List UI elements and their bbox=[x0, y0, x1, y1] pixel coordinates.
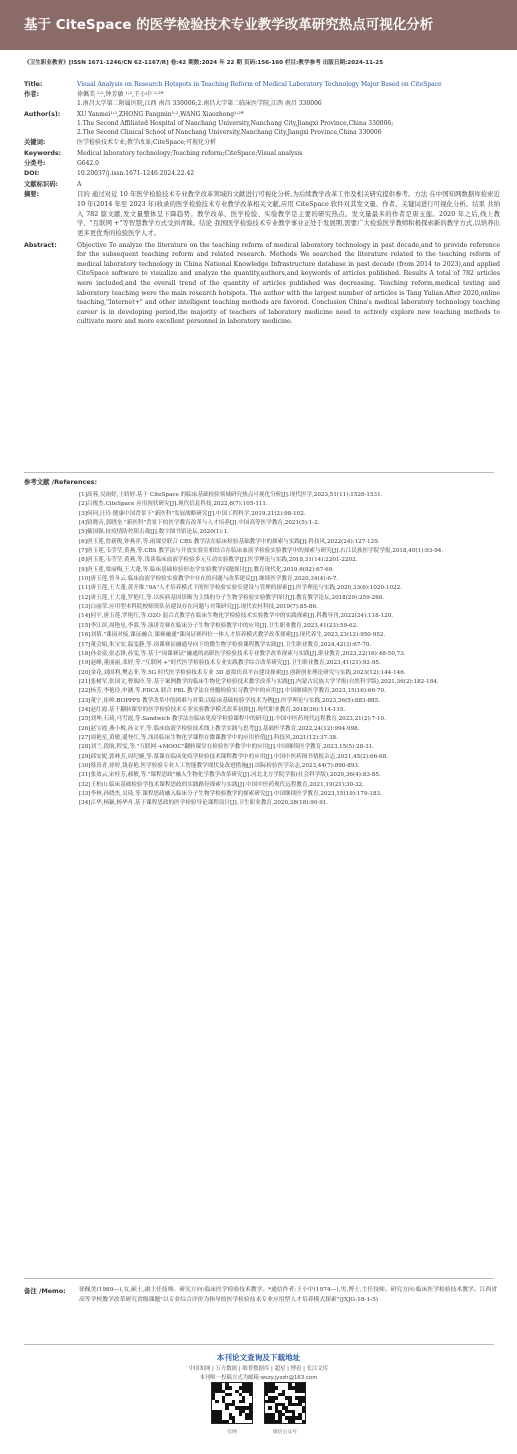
qr-code-website[interactable] bbox=[211, 1382, 253, 1424]
english-title[interactable]: Visual Analysis on Research Hotspots in Teaching Reform of Medical Laboratory Technology Major Based on CiteSpace bbox=[77, 81, 442, 88]
reference-item: [3]何珂,汪玲.健康中国背景下"新医科"发展战略研究[J].中国工程科学,2019,21(2):98-102. bbox=[79, 510, 306, 517]
abstract-cn-row bbox=[24, 190, 500, 239]
doi-label: DOI: bbox=[24, 170, 40, 178]
keywords-en-row bbox=[24, 149, 500, 158]
reference-item: [31]张效云,宋桂芳,郝敏,等."课程思政"融入生物化学教学改革研究[J].河北北方学院学报(社会科学版),2020,36(4):83-85. bbox=[79, 772, 381, 779]
reference-item: [17]董会娟,朱宝安,温雯静,等.岗课赛证融通导向下的微生物学检验课程教学实践[J].卫生职业教育,2024,42(3):67-70. bbox=[79, 641, 372, 648]
authors-en: XU Yanmei¹˒²,ZHONG Fangmin¹˒²,WANG Xiaozhong¹˒²* bbox=[77, 110, 244, 118]
reference-item: [1]高蓉,吴雨婷,王娇婷.基于 CiteSpace 的临床基础检验领域研究热点可视化分析[J].现代医学,2023,51(11):1526-1531. bbox=[79, 492, 383, 498]
qr-module bbox=[302, 1390, 305, 1393]
qr-module bbox=[275, 1386, 278, 1389]
title-row bbox=[24, 80, 500, 89]
references-list bbox=[79, 491, 497, 809]
reference-item: [12]唐玉莲,王大蓬,罗艳红,等.以疾病基因诊断为主线的分子生物学检验实验教学探讨[J].教育教学论坛,2018(29):259-260. bbox=[79, 594, 385, 601]
classification-label: 分类号: bbox=[24, 159, 46, 167]
qr-module bbox=[242, 1400, 245, 1403]
reference-item: [30]蔡真青,徐婷,钱春艳.医学检验专业人工智能教学现状及改进措施[J].国际检验医学杂志,2023,44(7):890-893. bbox=[79, 762, 360, 769]
qr-module bbox=[292, 1420, 295, 1423]
reference-item: [19]赵峰,董丽丽,邓婷,等."互联网 +"时代医学检验技术专业实践教学综合改革研究[J].卫生职业教育,2023,41(21):92-95. bbox=[79, 660, 381, 667]
affiliation-en-1: 1.The Second Affiliated Hospital of Nanchang University,Nanchang City,Jiangxi Province,China 330006; bbox=[77, 119, 394, 127]
authors-label: 作者: bbox=[24, 91, 40, 99]
reference-item: [13]白丽荣.应用型本科院校师资队伍建设存在问题与对策研究[J].现代农村科技,2019(7):85-86. bbox=[79, 604, 318, 611]
reference-item: [27]周艳星,黄敏,遥登红,等.浅谈临床生物化学课程在微课教学中的应用价值[J].科技风,2021(12):37-38. bbox=[79, 734, 338, 741]
footer-contact: 本刊唯一投稿方式为邮箱:wszy.jyzzh@163.com bbox=[199, 1375, 318, 1381]
keywords-cn-row bbox=[24, 138, 500, 147]
qr-module bbox=[229, 1393, 232, 1396]
qr-module bbox=[249, 1393, 252, 1396]
article-title: 基于 CiteSpace 的医学检验技术专业教学改革研究热点可视化分析 bbox=[0, 0, 517, 50]
qr-module bbox=[278, 1420, 281, 1423]
reference-item: [15]李江滨,周艳星,李慕,等.演讲竞赛在临床分子生物学检验教学中的应用[J].卫生职业教育,2023,41(23):59-62. bbox=[79, 622, 358, 629]
doi-row bbox=[24, 169, 500, 178]
qr-module bbox=[232, 1420, 235, 1423]
qr-caption-wechat: 微信公众号 bbox=[273, 1430, 297, 1435]
reference-item: [7]唐玉莲,韦莹莹,黄燕,等.CBS 教学法与开放实验室相结合在临床血液学检验实验教学中的探索与研究[J].右江民族医学院学报,2018,40(1):93-94. bbox=[79, 548, 444, 555]
bibliographic-info: 《卫生职业教育》[ISSN 1671-1246/CN 62-1167/R] 卷:42 期数:2024 年 22 期 页码:156-160 栏目:教学参考 出版日期:2024-11-25 bbox=[24, 60, 384, 66]
abstract-en: Objective To analyze the literature on the teaching reform of medical laboratory technology in past decade,and to provide reference for the subsequent teaching reform and related research. Methods We searched the literature related to the teaching reform of medical laboratory technology in China National Knowledge Infrastructure database in past decade (from 2014 to 2023),and applied CiteSpace software to visualize and analyze the quantity,authors,and keywords of articles published. Results A total of 782 articles were included,and the overall trend of the quantity of articles published was decreasing. Teaching reform,medical testing and laboratory teaching were the main research hotspots. The author with the largest number of articles is Tang Yulian.After 2020,online teaching,"Internet+" and other intelligent teaching methods are favored. Conclusion China's medical laboratory technology teaching career is in developing period,the majority of teachers of laboratory medicine need to actively explore new teaching methods to cultivate more and more excellent personnel in laboratory medicine. bbox=[77, 241, 500, 326]
reference-item: [29]邱安妮,郭林芳,周纪婉,等.慕课在临床免疫学检验技术课程教学中的应用[J].中国中医药图书情报杂志,2021,45(2):66-68. bbox=[79, 753, 388, 760]
doi-value[interactable]: 10.20037/j.issn.1671-1246.2024.22.42 bbox=[77, 170, 195, 178]
divider bbox=[24, 1344, 494, 1345]
qr-module bbox=[272, 1390, 275, 1393]
qr-module bbox=[249, 1416, 252, 1419]
reference-item: [32]王柏山.临床基础检验学技术课程思政的实践路径探索与实践[J].中国中医药现代远程教育,2021,19(21):30-32. bbox=[79, 781, 364, 788]
reference-item: [16]刘倩."课岗对接,课证融合,课赛融通"课岗证赛四位一体人才培养模式教学改革探索[J].现代养生,2023,23(12):950-952. bbox=[79, 632, 386, 639]
abstract-cn: 目的 通过对近 10 年医学检验技术专业教学改革领域的文献进行可视化分析,为后续教学改革工作及相关研究提供参考。方法 在中国知网数据库检索近 10 年(2014 年至 2023 年)收录的医学检验技术专业教学改革相关文献,应用 CiteSpace 软件对其发文量、作者、关键词进行可视化分析。结果 共纳入 782 篇文献,发文量整体呈下降趋势。教学改革、医学检验、实验教学是主要的研究热点。发文量最多的作者是唐玉莲。2020 年之后,线上教学、"互联网 +"等智慧教学方式受到青睐。结论 我国医学检验技术专业教学事业正处于发展期,需要广大检验医学教师积极探索新的教学方式,以培养出更多更优秀的检验医学人才。 bbox=[77, 190, 500, 237]
reference-item: [22]杨芳,李艳玲,申涵,等.PDCA 联合 PBL 教学法在骨髓检验实习教学中的应用[J].中国继续医学教育,2023,15(16):66-70. bbox=[79, 688, 386, 695]
reference-item: [9]唐玉莲,梁丽梅,王大蓬,等.临床基础检验形态学实验教学问题探讨[J].教育现代化,2019,6(92):67-69. bbox=[79, 566, 335, 573]
doc-code-label: 文献标识码: bbox=[24, 180, 59, 188]
qr-module bbox=[225, 1420, 228, 1423]
reference-item: [25]刘坤,石琦,马雪霞,等.Sandwich 教学法在临床免疫学检验课程中的研究[J].中国中医药现代远程教育,2023,21(2):7-10. bbox=[79, 716, 386, 723]
keywords-en: Medical laboratory technology;Teaching reform;CiteSpace;Visual analysis bbox=[77, 149, 303, 157]
title-label: Title: bbox=[24, 81, 43, 88]
qr-module bbox=[215, 1400, 218, 1403]
reference-item: [18]孙金富,张志锋,孙雯,等.基于"岗课赛证"融通的高职医学检验技术专业教学改革探索与实践[J].职业教育,2023,22(16):48-50,73. bbox=[79, 650, 406, 657]
memo-text: 徐佩美(1989—),女,硕士,副主任技师。研究方向:临床医学检验技术教学。*通信作者:王小中(1974—),男,博士,主任技师。研究方向:临床医学检验技术教学。江西省高等学校教学改革研究省级课题"以专业综合评价为指导的医学检验技术专业应用型人才培养模式探索"(JXJG-18-1-5) bbox=[79, 1287, 497, 1303]
qr-module bbox=[229, 1386, 232, 1389]
divider bbox=[24, 1278, 494, 1279]
reference-item: [23]董宁,崔岭.BOPPPS 教学改革中的困难与对策:以临床基础检验学技术为例[J].医学理论与实践,2023,36(5):883-885. bbox=[79, 697, 380, 704]
reference-item: [2]吕俊杰.CiteSpace 应用现状研究[J].现代信息科技,2022,6(7):105-111. bbox=[79, 501, 268, 508]
reference-item: [5]戴国强.抗疫情防控阻击战[J].数字图书馆论坛,2020(1):1. bbox=[79, 529, 229, 536]
reference-item: [28]刘兰,段航,程雯,等."互联网 +MOOC"翻转课堂在检验医学教学中的应用[J].中国继续医学教育,2023,15(5):28-31. bbox=[79, 744, 374, 751]
reference-item: [6]唐玉莲,詹新俊,钟燕萍,等.雨课堂联合 CBS 教学法在临床检验基础教学中的探索与实践[J].科技风,2022(24):127-129. bbox=[79, 538, 380, 545]
reference-item: [34]江华,杨颖,杨华舟.基于课程思政的医学检验导论课程设计[J].卫生职业教育,2020,38(18):90-91. bbox=[79, 800, 329, 807]
memo-label: 备注 /Memo: bbox=[24, 1287, 66, 1295]
reference-item: [10]唐玉莲,曾冬云.临床血液学检验实验教学中存在的问题与改革建议[J].继续医学教育,2020,34(4):6-7. bbox=[79, 576, 339, 583]
qr-module bbox=[275, 1396, 278, 1399]
qr-module bbox=[302, 1420, 305, 1423]
qr-module bbox=[302, 1410, 305, 1413]
qr-module bbox=[268, 1406, 271, 1409]
abstract-en-label: Abstract: bbox=[24, 241, 57, 249]
reference-item: [8]唐玉莲,韦莹莹,黄燕,等.浅谈临床血液学检验多元互动实验教学[J].医学理论与实践,2018,31(14):2201-2202. bbox=[79, 557, 358, 564]
reference-item: [14]何平,唐玉莲,罗艳红,等.O2O 混合式教学在临床生物化学检验技术实验教学中的实践探索[J].科教导刊,2022(24):118-120. bbox=[79, 613, 394, 620]
abstract-cn-label: 摘要: bbox=[24, 191, 40, 199]
references-heading: 参考文献 /References: bbox=[24, 478, 98, 486]
reference-item: [20]金花,刘国利,樊志菲,等.5G 时代医学检验技术专业 3D 虚拟仿真平台建设探索[J].创新创业理论研究与实践,2023(12):144-146. bbox=[79, 669, 406, 676]
qr-caption-website: 官网 bbox=[227, 1430, 237, 1435]
affiliation-cn: 1.南昌大学第二附属医院,江西 南昌 330006;2.南昌大学第二临床医学院,江西 南昌 330006 bbox=[77, 100, 322, 108]
reference-item: [24]赵红霞.基于翻转课堂的医学检验技术专业实验教学模式改革初探[J].现代职业教育,2018(36):114-115. bbox=[79, 706, 346, 713]
reference-item: [11]唐玉莲,王大蓬,黄开维."9A"人才培养模式下的医学检验实验室建设与管理的探索[J].医学理论与实践,2020,33(6):1020-1022. bbox=[79, 585, 402, 592]
qr-module bbox=[239, 1413, 242, 1416]
authors-en-label: Author(s): bbox=[24, 110, 61, 118]
affiliation-en-2: 2.The Second Clinical School of Nanchang University,Nanchang City,Jiangxi Province,China 330006 bbox=[77, 128, 382, 136]
reference-item: [21]张树军,张国文,曹瑞玲,等.基于案例教学的临床生物化学检验技术教学改革与实践[J].内蒙古民族大学学报(自然科学版),2021,36(2):182-184. bbox=[79, 678, 439, 685]
footer-title: 本刊论文查询及下载地址 bbox=[216, 1353, 301, 1362]
keywords-en-label: Keywords: bbox=[24, 149, 62, 157]
keywords-cn: 医学检验技术专业;教学改革;CiteSpace;可视化分析 bbox=[77, 139, 216, 147]
authors-cn: 徐佩美 ¹˒²,钟芳敏 ¹˒²,王小中 ¹˒²* bbox=[77, 91, 164, 99]
qr-code-wechat[interactable] bbox=[264, 1382, 306, 1424]
qr-module bbox=[225, 1406, 228, 1409]
divider bbox=[24, 472, 494, 473]
reference-item: [4]钮晓音,郭晓奎."新医科"背景下的医学教育改革与人才培养[J].中国高等医学教育,2021(5):1-2. bbox=[79, 520, 320, 527]
footer-databases: 中国知网 | 万方数据 | 维普数据库 | 超星 | 博看 | 长江文库 bbox=[188, 1366, 329, 1372]
doc-code-value: A bbox=[77, 180, 82, 188]
abstract-en-row bbox=[24, 241, 500, 327]
authors-row bbox=[24, 90, 500, 108]
doc-code-row bbox=[24, 180, 500, 189]
article-metadata bbox=[24, 80, 500, 328]
qr-module bbox=[302, 1400, 305, 1403]
keywords-cn-label: 关键词: bbox=[24, 139, 46, 147]
reference-item: [33]李林,孙晓杰,吴琦,等.课程思政融入临床分子生物学检验教学的探索研究[J].中国继续医学教育,2023,15(19):179-183. bbox=[79, 791, 382, 797]
classification-number: G642.0 bbox=[77, 159, 99, 167]
authors-en-row bbox=[24, 110, 500, 137]
reference-item: [26]赵宝霞,燕小梅,孙文平,等.临床血液学检验技术线上教学实践与思考[J].基础医学教育,2022,24(12):994-998. bbox=[79, 725, 360, 732]
classification-row bbox=[24, 159, 500, 168]
